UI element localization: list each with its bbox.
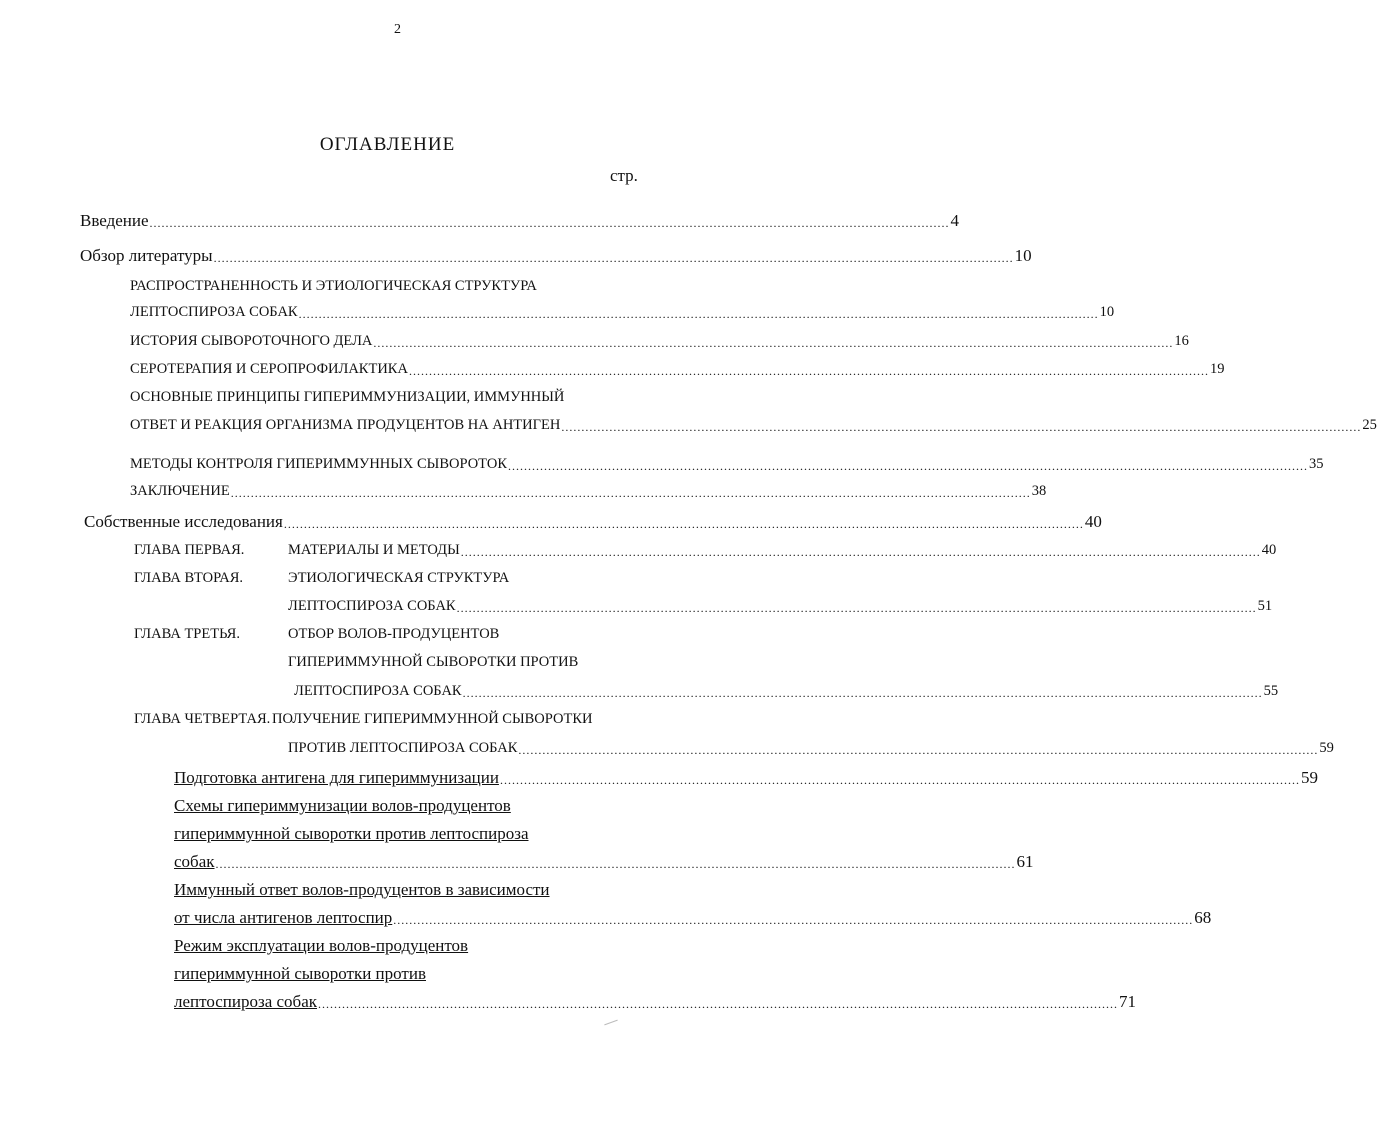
- toc-item-line: ОСНОВНЫЕ ПРИНЦИПЫ ГИПЕРИММУНИЗАЦИИ, ИММУННЫЙ: [130, 389, 565, 405]
- toc-item-conclusion[interactable]: [130, 483, 1047, 500]
- toc-item-line: ГИПЕРИММУННОЙ СЫВОРОТКИ ПРОТИВ: [288, 654, 579, 670]
- toc-page-number: 35: [1309, 456, 1324, 472]
- toc-item-control-methods[interactable]: [130, 456, 1324, 473]
- toc-entry-label: ПРОТИВ ЛЕПТОСПИРОЗА СОБАК: [288, 740, 518, 756]
- toc-page-number: 71: [1119, 992, 1137, 1011]
- toc-entry-label: СЕРОТЕРАПИЯ И СЕРОПРОФИЛАКТИКА: [130, 361, 408, 377]
- toc-chapter-2[interactable]: [288, 598, 1273, 615]
- toc-entry-label: лептоспироза собак: [174, 992, 318, 1011]
- toc-page-number: 19: [1209, 361, 1225, 377]
- toc-entry-label: МЕТОДЫ КОНТРОЛЯ ГИПЕРИММУННЫХ СЫВОРОТОК: [130, 456, 507, 472]
- leader-dots: ........................................................................................................................................................................................................: [460, 544, 1261, 559]
- leader-dots: ........................................................................................................................................................................................................: [149, 216, 950, 230]
- leader-dots: ........................................................................................................................................................................................................: [213, 251, 1014, 265]
- leader-dots: ........................................................................................................................................................................................................: [298, 306, 1099, 321]
- toc-entry-intro[interactable]: [80, 211, 960, 230]
- chapter-label: ГЛАВА ТРЕТЬЯ.: [134, 626, 240, 642]
- toc-page-number: 68: [1194, 908, 1212, 927]
- toc-entry-label: Введение: [80, 211, 149, 230]
- toc-entry-label: Подготовка антигена для гипериммунизации: [174, 768, 499, 787]
- toc-chapter-4[interactable]: [288, 740, 1334, 757]
- page-number: 2: [394, 22, 401, 37]
- toc-page-number: 51: [1257, 598, 1273, 614]
- toc-subsection-exploitation[interactable]: [174, 992, 1137, 1011]
- toc-page-number: 40: [1261, 542, 1277, 558]
- leader-dots: ........................................................................................................................................................................................................: [393, 913, 1194, 927]
- toc-page-number: 16: [1174, 333, 1189, 349]
- toc-title: ОГЛАВЛЕНИЕ: [319, 134, 456, 155]
- toc-entry-label: ЗАКЛЮЧЕНИЕ: [130, 483, 230, 499]
- leader-dots: ........................................................................................................................................................................................................: [373, 335, 1174, 350]
- toc-entry-label: от числа антигенов лептоспир: [174, 908, 393, 927]
- leader-dots: ........................................................................................................................................................................................................: [318, 997, 1119, 1011]
- leader-dots: ........................................................................................................................................................................................................: [518, 742, 1319, 757]
- toc-page-number: 55: [1263, 683, 1279, 699]
- toc-item-principles[interactable]: [130, 417, 1377, 434]
- toc-item-line: РАСПРОСТРАНЕННОСТЬ И ЭТИОЛОГИЧЕСКАЯ СТРУКТУРА: [130, 278, 537, 294]
- toc-subsection-line: гипериммунной сыворотки против лептоспироза: [174, 824, 529, 843]
- leader-dots: ........................................................................................................................................................................................................: [499, 773, 1300, 787]
- chapter-label: ГЛАВА ЧЕТВЕРТАЯ.: [134, 711, 271, 727]
- toc-item-history[interactable]: [130, 333, 1189, 350]
- toc-entry-label: ЛЕПТОСПИРОЗА СОБАК: [288, 598, 456, 614]
- toc-entry-label: Обзор литературы: [80, 246, 213, 265]
- toc-entry-label: ЛЕПТОСПИРОЗА СОБАК: [294, 683, 462, 699]
- leader-dots: ........................................................................................................................................................................................................: [283, 517, 1084, 531]
- toc-page-number: 25: [1362, 417, 1377, 433]
- toc-page-number: 10: [1099, 304, 1115, 320]
- toc-subsection-line: Режим эксплуатации волов-продуцентов: [174, 936, 469, 955]
- toc-subsection-immune-response[interactable]: [174, 908, 1212, 927]
- toc-subsection-line: Схемы гипериммунизации волов-продуцентов: [174, 796, 511, 815]
- chapter-label: ГЛАВА ПЕРВАЯ.: [134, 542, 245, 558]
- toc-page-number: 10: [1014, 246, 1032, 265]
- toc-page-number: 4: [950, 211, 960, 230]
- toc-chapter-1[interactable]: [288, 542, 1277, 559]
- toc-entry-label: ИСТОРИЯ СЫВОРОТОЧНОГО ДЕЛА: [130, 333, 373, 349]
- leader-dots: ........................................................................................................................................................................................................: [462, 685, 1263, 700]
- scan-mark: [604, 1020, 617, 1026]
- chapter-label: ГЛАВА ВТОРАЯ.: [134, 570, 244, 586]
- toc-subsection-line: Иммунный ответ волов-продуцентов в зависимости: [174, 880, 550, 899]
- toc-page-number: 61: [1016, 852, 1034, 871]
- toc-chapter-3[interactable]: [294, 683, 1279, 700]
- page-column-label: стр.: [610, 166, 638, 185]
- toc-page-number: 40: [1084, 512, 1102, 531]
- leader-dots: ........................................................................................................................................................................................................: [456, 600, 1257, 615]
- leader-dots: ........................................................................................................................................................................................................: [408, 363, 1209, 378]
- toc-entry-own-research[interactable]: [84, 512, 1102, 531]
- toc-item-line: ЭТИОЛОГИЧЕСКАЯ СТРУКТУРА: [288, 570, 510, 586]
- leader-dots: ........................................................................................................................................................................................................: [215, 857, 1016, 871]
- toc-item-line: ОТБОР ВОЛОВ-ПРОДУЦЕНТОВ: [288, 626, 500, 642]
- toc-entry-label: ЛЕПТОСПИРОЗА СОБАК: [130, 304, 298, 320]
- toc-entry-review[interactable]: [80, 246, 1032, 265]
- toc-item-prevalence[interactable]: [130, 304, 1115, 321]
- leader-dots: ........................................................................................................................................................................................................: [230, 485, 1031, 500]
- toc-subsection-antigen[interactable]: [174, 768, 1318, 787]
- toc-subsection-schemes[interactable]: [174, 852, 1034, 871]
- toc-page-number: 59: [1319, 740, 1334, 756]
- toc-entry-label: собак: [174, 852, 215, 871]
- toc-entry-label: Собственные исследования: [84, 512, 283, 531]
- toc-entry-label: МАТЕРИАЛЫ И МЕТОДЫ: [288, 542, 460, 558]
- toc-entry-label: ОТВЕТ И РЕАКЦИЯ ОРГАНИЗМА ПРОДУЦЕНТОВ НА АНТИГЕН: [130, 417, 561, 433]
- toc-page-number: 59: [1300, 768, 1318, 787]
- toc-item-serotherapy[interactable]: [130, 361, 1225, 378]
- toc-item-line: ПОЛУЧЕНИЕ ГИПЕРИММУННОЙ СЫВОРОТКИ: [272, 711, 593, 727]
- leader-dots: ........................................................................................................................................................................................................: [561, 419, 1362, 434]
- toc-page-number: 38: [1031, 483, 1047, 499]
- leader-dots: ........................................................................................................................................................................................................: [508, 458, 1308, 473]
- toc-subsection-line: гипериммунной сыворотки против: [174, 964, 426, 983]
